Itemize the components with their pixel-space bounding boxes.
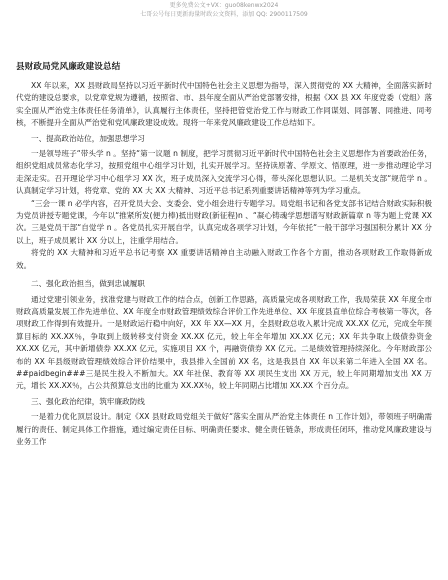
section-3-paragraph-1: 一是着力优化顶层设计。制定《XX 县财政局党组关于做好“落实全面从严治党主体责任 n 工作计划》，带领班子明确需履行的责任、制定具体工作措施，通过编定责任目标、明确责任要求、健全责任链条，形成责任闭环，推动党风廉政建设与业务工作	[16, 412, 432, 446]
intro-paragraph: XX 年以来，XX 县财政局坚持以习近平新时代中国特色社会主义思想为指导，深入贯彻党的 XX 大精神，全面落实新时代党的建设总要求，以党章党规为遵循，按照省、市、县年度全面从严治党部署安排，根据《XX 县 XX 年度党委（党组）落实全面从严治党主体责任任务清单》，认真履行主体责任，坚持把管党治党工作与财政工作同谋划、同部署、同推进、同考核，不断提升全面从严治党和党风廉政建设成效。现将一年来党风廉政建设工作总结如下。	[16, 81, 432, 128]
document-body	[16, 80, 432, 448]
section-heading-2: 二、强化政治担当，做到忠诚履职	[31, 279, 145, 289]
page-header	[0, 0, 448, 28]
section-heading-3: 三、强化政治纪律，筑牢廉政防线	[31, 396, 145, 406]
section-heading-1: 一、提高政治站位，加强思想学习	[31, 133, 145, 143]
section-2-paragraph-1: 通过党建引领业务，找准党建与财政工作的结合点，创新工作思路，高质量完成各项财政工作，我局荣获 XX 年度全市财政高质量发展工作先进单位、XX 年度全市财政管理绩效综合评价工作先进单位、XX 年度县直单位综合考核第一等次，各项财政工作得到有效提升。一是财政运行稳中向好，XX 年 XX—XX 月，全县财政总收入累计完成 XX.XX 亿元，完成全年预算目标的 XX.XX％，争取到上级转移支付资金 XX.XX 亿元，较上年全年增加 XX.XX 亿元；XX 年共争取上级债券资金 XX.XX 亿元，其中新增债券 XX.XX 亿元，实施项目 XX 个，再融资债券 XX 亿元。二是绩效管理持续深化。今年财政部公布的 XX 年县级财政管理绩效综合评价结果中，我县排入全国前 XX 名，这是我县自 XX 年以来第二年进入全国 XX 名。##paidbegin###三是民生投入不断加大。XX 年社保、教育等 XX 项民生支出 XX 万元，较上年同期增加支出 XX 万元，增长 XX.XX％，占公共预算总支出的比重为 XX.XX％，较上年同期占比增加 XX.XX 个百分点。	[16, 294, 432, 391]
section-1-paragraph-2: “三会一课 n 必学内容，召开党员大会、支委会、党小组会进行专题学习。局党组书记和各党支部书记结合财政实际积极为党员讲授专题党课，今年以“推紧所发(便力棒)抵出财政(新征程)n 、“凝心铸魂学思想谱写财政新篇章 n 等为题上党课 XX 次。三是党员干部“自觉学 n 。各党员扎实开展自学，认真完成各项学习计划，今年依托“一般干部学习强国积分累计 XX 分以上，班子成员累计 XX 分以上，注重学用结合。	[16, 198, 432, 245]
document-title: 县财政局党风廉政建设总结	[16, 62, 121, 72]
header-line-2: 七哥公号每日更新海量时政公文资料，添加 QQ: 2900117509	[140, 11, 308, 18]
section-1-paragraph-3: 将党的 XX 大精神和习近平总书记考察 XX 重要讲话精神自主动融入财政工作各个方面，推动各项财政工作取得新成效。	[16, 248, 432, 270]
header-line-1: 更多免费公文+VX：guo08kenwx2024	[169, 2, 279, 9]
section-1-paragraph-1: 一是领导班子“带头学 n 。坚持“第一议题 n 制度，把学习贯彻习近平新时代中国特色社会主义思想作为首要政治任务，组织党组成员常态化学习，按照党组中心组学习计划，扎实开展学习。坚持读原著、学原文、悟原理，进一步推动理论学习走深走实。召开理论学习中心组学习 XX 次，班子成员深入交流学习心得，带头深化思想认识。二是机关支部“规范学 n 。认真制定学习计划，将党章、党的 XX 大 XX 大精神、习近平总书记系列重要讲话精神等列为学习重点。	[16, 149, 432, 196]
